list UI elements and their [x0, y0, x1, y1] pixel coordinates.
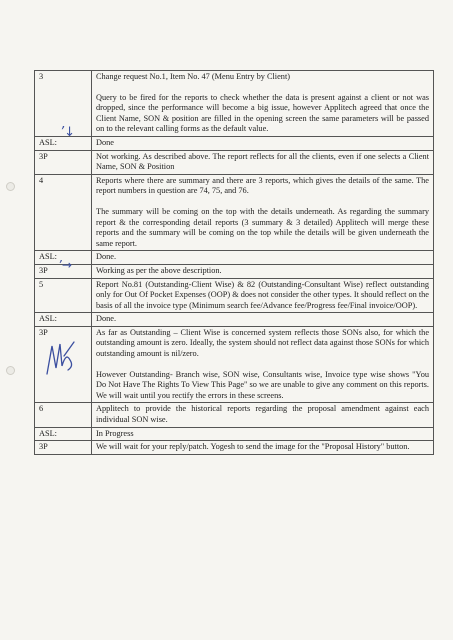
table-row	[35, 326, 434, 403]
change-request-table	[34, 70, 434, 455]
row-id-cell: ASL:	[35, 136, 92, 150]
table-row	[35, 313, 434, 327]
table-row	[35, 71, 434, 137]
row-text-cell: In Progress	[92, 427, 434, 441]
handwritten-mark: ’→	[58, 258, 72, 272]
handwritten-initials	[44, 338, 78, 378]
paragraph: However Outstanding- Branch wise, SON wise, Consultants wise, Invoice type wise shows "You Do Not Have The Rights To View This Page" so we are unable to give any comment on this reports. We will wait until you rectify the errors in these screens.	[96, 369, 429, 400]
row-id-cell: 4	[35, 174, 92, 251]
table-row	[35, 441, 434, 455]
table-row	[35, 264, 434, 278]
row-text-cell: We will wait for your reply/patch. Yogesh to send the image for the "Proposal History" button.	[92, 441, 434, 455]
row-id-cell: 5	[35, 278, 92, 313]
row-text-cell: Not working. As described above. The report reflects for all the clients, even if one selects a Client Name, SON & Position	[92, 150, 434, 174]
row-text-cell: Done.	[92, 251, 434, 265]
row-id-cell: 3	[35, 71, 92, 137]
row-id-cell: 3P	[35, 441, 92, 455]
row-text-cell: Done.	[92, 313, 434, 327]
table-row	[35, 403, 434, 427]
row-text-cell	[92, 326, 434, 403]
row-text-cell: Working as per the above description.	[92, 264, 434, 278]
handwritten-mark: ’↓	[60, 125, 76, 140]
row-text-cell: Report No.81 (Outstanding-Client Wise) & 82 (Outstanding-Consultant Wise) reflect outstanding only for Out Of Pocket Expenses (OOP) & does not consider the other types. It should reflect on the basis of all the invoice type (Minimum search fee/Advance fee/Progress fee/Final invoice/OOP).	[92, 278, 434, 313]
row-id-cell: 3P	[35, 326, 92, 403]
row-text-cell	[92, 174, 434, 251]
row-text-cell: Applitech to provide the historical reports regarding the proposal amendment against each individual SON wise.	[92, 403, 434, 427]
table-row	[35, 427, 434, 441]
table-row	[35, 278, 434, 313]
row-id-cell: 6	[35, 403, 92, 427]
row-text-cell	[92, 71, 434, 137]
table-row	[35, 150, 434, 174]
table-row	[35, 136, 434, 150]
punch-hole	[6, 182, 15, 191]
row-id-cell: 3P	[35, 264, 92, 278]
row-id-cell: ASL:	[35, 251, 92, 265]
paragraph: Query to be fired for the reports to check whether the data is present against a client or not was dropped, since the performance will become a big issue, however Applitech agreed that once the Client Name, SON & position are filled in the opening screen the same parameters will be passed on to the relevant calling forms as the default value.	[96, 92, 429, 134]
paragraph: As far as Outstanding – Client Wise is concerned system reflects those SONs also, for which the outstanding amount is zero. Ideally, the system should not reflect data against those SONs for which outstanding amount is nil/zero.	[96, 327, 429, 359]
table-row	[35, 174, 434, 251]
row-id-cell: 3P	[35, 150, 92, 174]
paragraph: Reports where there are summary and there are 3 reports, which gives the details of the same. The report numbers in question are 74, 75, and 76.	[96, 175, 429, 196]
row-id-cell: ASL:	[35, 313, 92, 327]
paragraph: The summary will be coming on the top with the details underneath. As regarding the summary report & the corresponding detail reports (3 summary & 3 detailed) Applitech will merge these reports and the summary will be coming on the top while the details will be given underneath the same report.	[96, 206, 429, 248]
row-text-cell: Done	[92, 136, 434, 150]
punch-hole	[6, 366, 15, 375]
row-id-cell: ASL:	[35, 427, 92, 441]
table-row	[35, 251, 434, 265]
paragraph: Change request No.1, Item No. 47 (Menu Entry by Client)	[96, 72, 291, 81]
